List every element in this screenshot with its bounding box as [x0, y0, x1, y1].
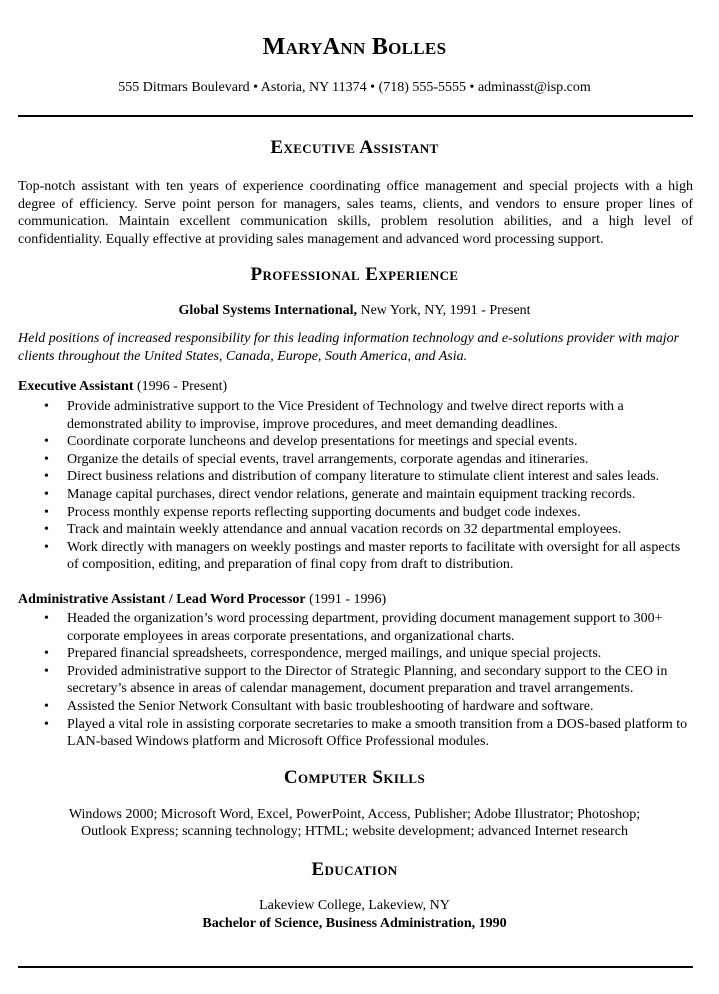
bullet-icon: •	[44, 698, 49, 714]
bullet-icon: •	[44, 539, 49, 555]
bottom-divider	[18, 966, 693, 968]
duty-text: Work directly with managers on weekly postings and master reports to facilitate with oversight for all aspects of composition, editing, and preparation of final copy from draft to distribution.	[67, 539, 681, 573]
duty-text: Provide administrative support to the Vice President of Technology and twelve direct reports with a demonstrated ability to improvise, improve procedures, and meet demanding deadlines.	[67, 399, 624, 432]
list-item	[18, 486, 693, 504]
contact-line: 555 Ditmars Boulevard • Astoria, NY 11374 • (718) 555-5555 • adminasst@isp.com	[118, 80, 591, 95]
list-item	[18, 451, 693, 469]
experience-heading: Professional Experience	[250, 264, 459, 285]
job-duties-list	[18, 610, 693, 751]
skills-heading: Computer Skills	[283, 767, 426, 788]
duty-text: Provided administrative support to the Director of Strategic Planning, and secondary support to the CEO in secretary’s absence in areas of calendar management, document preparation and travel arrangements.	[67, 663, 668, 697]
bullet-icon: •	[44, 486, 49, 502]
job-dates: (1996 - Present)	[133, 379, 228, 394]
education-heading: Education	[311, 859, 398, 880]
candidate-name: MaryAnn Bolles	[262, 34, 447, 60]
bullet-icon: •	[44, 716, 49, 732]
top-divider	[18, 115, 693, 117]
list-item	[18, 645, 693, 663]
bullet-icon: •	[44, 646, 49, 662]
job-duties-list	[18, 398, 693, 574]
bullet-icon: •	[44, 434, 49, 450]
job-title-line	[18, 592, 386, 608]
objective-heading: Executive Assistant	[270, 137, 439, 158]
job-title: Executive Assistant	[18, 379, 134, 394]
list-item	[18, 716, 693, 751]
education-degree: Bachelor of Science, Business Administration, 1990	[202, 916, 507, 931]
list-item	[18, 398, 693, 433]
job-dates: (1991 - 1996)	[305, 592, 387, 607]
list-item	[18, 468, 693, 486]
duty-text: Manage capital purchases, direct vendor relations, generate and maintain equipment tracking records.	[67, 486, 636, 502]
skills-line-2: Outlook Express; scanning technology; HTML; website development; advanced Internet research	[81, 824, 628, 839]
company-summary: Held positions of increased responsibility for this leading information technology and e-solutions provider with major clients throughout the United States, Canada, Europe, South America, and Asia.	[18, 331, 680, 364]
list-item	[18, 698, 693, 716]
duty-text: Headed the organization’s word processing department, providing document management support to 300+ corporate employees in areas corporate presentations, and organizational charts.	[67, 611, 663, 644]
company-line	[0, 303, 709, 319]
objective-summary: Top-notch assistant with ten years of experience coordinating office management and special projects with a high degree of efficiency. Serve point person for managers, sales teams, clients, and vendors to ensure proper lines of communication. Maintain excellent communication skills, problem resolution abilities, and a high level of confidentiality. Equally effective at providing sales management and advanced word processing support.	[18, 179, 693, 247]
list-item	[18, 663, 693, 698]
bullet-icon: •	[44, 469, 49, 485]
duty-text: Track and maintain weekly attendance and annual vacation records on 32 departmental employees.	[67, 522, 622, 538]
list-item	[18, 504, 693, 522]
duty-text: Prepared financial spreadsheets, correspondence, merged mailings, and unique special projects.	[67, 646, 602, 662]
duty-text: Organize the details of special events, travel arrangements, corporate agendas and itineraries.	[67, 451, 589, 467]
duty-text: Played a vital role in assisting corporate secretaries to make a smooth transition from a DOS-based platform to LAN-based Windows platform and Microsoft Office Professional modules.	[67, 716, 688, 750]
list-item	[18, 433, 693, 451]
job-title: Administrative Assistant / Lead Word Processor	[18, 592, 306, 607]
list-item	[18, 539, 693, 574]
duty-text: Assisted the Senior Network Consultant with basic troubleshooting of hardware and software.	[67, 698, 594, 714]
list-item	[18, 610, 693, 645]
duty-text: Direct business relations and distribution of company literature to stimulate client interest and sales leads.	[67, 469, 660, 485]
duty-text: Coordinate corporate luncheons and develop presentations for meetings and special events.	[67, 434, 578, 450]
skills-line-1: Windows 2000; Microsoft Word, Excel, PowerPoint, Access, Publisher; Adobe Illustrator; Photoshop;	[68, 807, 641, 822]
bullet-icon: •	[44, 663, 49, 679]
duty-text: Process monthly expense reports reflecting supporting documents and budget code indexes.	[67, 504, 581, 520]
bullet-icon: •	[44, 504, 49, 520]
bullet-icon: •	[44, 399, 49, 414]
list-item	[18, 521, 693, 539]
job-title-line	[18, 379, 227, 395]
bullet-icon: •	[44, 451, 49, 467]
bullet-icon: •	[44, 611, 49, 626]
company-name: Global Systems International,	[178, 303, 357, 318]
bullet-icon: •	[44, 522, 49, 538]
education-school: Lakeview College, Lakeview, NY	[259, 898, 450, 913]
company-details: New York, NY, 1991 - Present	[356, 303, 531, 318]
